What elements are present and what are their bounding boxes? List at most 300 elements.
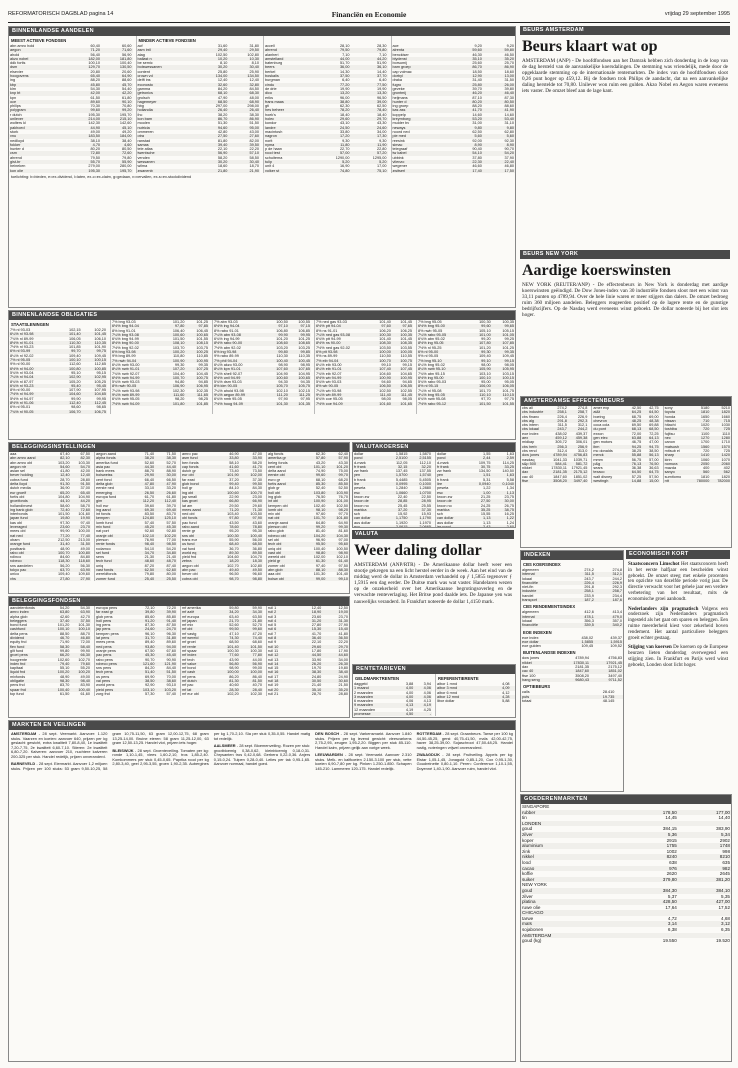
row-value: 84,50 (249, 86, 259, 91)
row-value: 83,90 (80, 683, 90, 688)
row-value: 7,10 (342, 52, 350, 57)
row-value: 94,60 (197, 126, 229, 130)
row-value: 102,00 (240, 473, 263, 477)
row-label: aaa obl (268, 572, 281, 577)
row-value: 16,25 (504, 512, 514, 517)
row-value: 297,00 (215, 104, 228, 109)
row-value: 46,80 (70, 636, 91, 640)
table-row (436, 699, 515, 703)
row-label: toyota (664, 410, 690, 414)
row-value: 56,40 (90, 52, 101, 57)
row-value: 1,63 (506, 452, 514, 456)
row-label: abn amro aand (9, 456, 50, 460)
row-value: 33,80 (216, 456, 239, 460)
row-label: nasdaq (522, 457, 535, 462)
row-value: 67,60 (166, 648, 176, 653)
row-value: 73,50 (252, 469, 262, 474)
row-value: 438,02 (555, 431, 567, 436)
row-label: wereld obl (268, 555, 286, 560)
row-value: 0,1000 (408, 482, 432, 486)
row-value: 137,45 (395, 469, 408, 474)
row-value: 31,40 (472, 78, 482, 83)
row-value: 9,80 (483, 126, 515, 130)
row-value: 5,36 (625, 832, 678, 838)
row-value: 110,15 (492, 393, 515, 397)
row-value: 104,90 (78, 494, 90, 499)
row-value: 102,20 (155, 534, 177, 538)
row-label: maïs (521, 921, 625, 927)
row-label: lokaal (522, 618, 532, 623)
row-value: 54,10 (144, 546, 155, 551)
row-value: 97,40 (80, 520, 90, 525)
row-label: d-mark (437, 460, 449, 465)
row-label: geveke (392, 86, 405, 91)
row-label: ftse (521, 479, 548, 483)
row-label: kroon no (437, 503, 452, 508)
row-value: 129,70 (70, 65, 101, 69)
row-value: 56,75 (631, 457, 642, 462)
row-value: 109,75 (478, 460, 491, 465)
row-value: 31,00 (472, 121, 482, 126)
row-value: 98,40 (70, 679, 91, 683)
row-value: 17,90 (338, 648, 348, 653)
row-value: 106,00 (468, 384, 491, 388)
row-value: 25,90 (249, 69, 259, 74)
row-value: 97,15 (289, 324, 311, 328)
row-label: cacao (521, 866, 625, 872)
row-label: gilt fund (10, 648, 24, 653)
row-value: 83,70 (166, 512, 176, 517)
row-value: 9,20 (506, 44, 514, 48)
row-label: robeco (9, 559, 50, 563)
row-value: 46,80 (504, 164, 514, 169)
row-value: 107,95 (94, 388, 106, 393)
row-label: promesse (353, 712, 397, 716)
row-value: 183,50 (70, 134, 101, 138)
row-label: unilever (9, 117, 70, 121)
row-value: 71,90 (59, 640, 70, 645)
row-label: totaal (522, 698, 532, 703)
row-label: 6¾% nwb 95-08 (418, 397, 446, 402)
kort-item (628, 645, 728, 668)
row-label: oce (9, 100, 70, 104)
row-label: fujitsu (664, 431, 675, 436)
row-value: 32,15 (385, 465, 409, 469)
row-value: 106,05 (69, 336, 81, 341)
row-label: cbs herb (521, 445, 548, 449)
row-label: puts (521, 695, 564, 699)
row-value: 106,25 (400, 328, 412, 333)
row-label: mf spaar (182, 648, 197, 653)
row-value: 2902 (719, 837, 730, 843)
row-value: 258,7 (568, 410, 588, 414)
table-row (9, 692, 91, 696)
row-value: 84,10 (229, 486, 239, 491)
row-value: 57,00 (649, 457, 659, 462)
row-value: 96,50 (376, 95, 387, 100)
row-value: 134,50 (228, 74, 260, 78)
row-label: glob gr (268, 486, 280, 491)
row-value: 37,50 (313, 74, 350, 78)
row-value: 27,50 (197, 134, 229, 138)
row-value: 29,60 (296, 645, 323, 649)
row-value: 274,2 (584, 568, 594, 572)
row-value: 3,88 (405, 682, 414, 686)
row-value: 100,70 (162, 376, 186, 380)
row-label: mf value (181, 662, 216, 666)
row-value: 46,40 (483, 91, 515, 95)
row-value: 3,12 (678, 921, 731, 927)
row-value: 5,37 (667, 893, 677, 899)
table-row (521, 678, 623, 682)
row-value: 413,4 (612, 610, 622, 615)
row-value: 69,00 (649, 414, 659, 419)
row-label: sns obl (181, 534, 216, 538)
markten-item-body: 28 sept. Bloemenveiling. Rozen per stuk: grootbloemig 0,38-0,62, kleinbloemig 0,18-0,31. Chrysanten tros 0,42-0,68. Gerbera 0,22-0,36. Anjers 0,15-0,24. Tulpen 0,28-0,40. Lelies per tak 0,95-1,65. Aanvoer normaal, handel goed. (213, 743, 311, 766)
row-value: 101,50 (240, 645, 263, 649)
row-label: ruil 19 (268, 683, 279, 688)
row-label: suiker (521, 877, 625, 883)
row-label: euro gr (268, 477, 281, 482)
obligaties-table-5 (417, 320, 515, 406)
row-label: kroon zw (354, 494, 370, 499)
row-value: 118,30 (50, 559, 70, 563)
row-value: 46,70 (50, 636, 71, 640)
row-value: 36,80 (252, 546, 262, 551)
row-value: 104,60 (56, 392, 81, 396)
row-label: 7¼% nl 94-04 (9, 375, 56, 379)
row-label: b frank (354, 477, 366, 482)
row-value: 26,40 (197, 108, 229, 112)
markten-item-lead: ZWAAGDIJK (416, 752, 440, 757)
row-value: 44,30 (133, 465, 155, 469)
row-label: nutricia (137, 126, 197, 130)
row-label: beleg fonds (268, 460, 288, 465)
aex-table-2 (592, 406, 659, 483)
row-value: 1851,02 (590, 669, 623, 673)
row-value: 107,45 (392, 367, 413, 371)
row-label: 6¼% nwb 93-00 (112, 362, 140, 367)
row-value: 88,90 (166, 469, 176, 474)
table-row (267, 577, 349, 581)
row-label: holl obl (267, 491, 304, 495)
row-label: mix obl (268, 512, 281, 517)
row-value: 33,10 (144, 486, 155, 491)
row-label: dollar (354, 452, 364, 456)
row-label: mf tech (182, 657, 195, 662)
row-label: 8¼% kpn 91-01 (213, 367, 267, 371)
row-value: 36,10 (350, 65, 387, 69)
row-value: 103,20 (57, 460, 70, 465)
row-value: 95,40 (56, 384, 81, 388)
row-value: 21,90 (228, 169, 260, 173)
row-label: ruil 12 (267, 653, 296, 657)
markten-item-lead: ROTTERDAM (416, 731, 442, 736)
row-label: samas (137, 143, 197, 147)
row-value: 782000 (710, 479, 731, 483)
row-label: sears (593, 466, 603, 471)
row-value: 142,60 (119, 121, 132, 126)
row-value: 101,20 (326, 465, 349, 469)
row-label: lomb fund (96, 520, 113, 525)
row-value: 4,06 (414, 686, 432, 690)
row-value: 44,20 (71, 499, 91, 503)
row-value: 54,20 (166, 546, 176, 551)
row-value: 101,90 (216, 473, 239, 477)
row-value: 68,40 (216, 542, 239, 546)
row-value: 3508,20 (575, 673, 589, 678)
row-label: ecu (353, 525, 385, 528)
row-label: 6¼% nl 93-98 (9, 332, 56, 336)
row-value: 4,06 (405, 699, 414, 704)
row-value: 292,3 (612, 585, 622, 590)
row-label: japan fund (9, 516, 50, 520)
row-value: 88,10 (304, 568, 327, 572)
row-value: 402 (723, 466, 730, 471)
row-label: de drie (265, 86, 277, 91)
row-label: 8% bng 91-01 (112, 328, 136, 333)
row-value: 106,10 (94, 336, 106, 341)
row-value: 1,5700 (385, 473, 409, 477)
row-label: honda (664, 414, 676, 419)
row-label: atag (137, 52, 145, 57)
row-value: 31,10 (504, 121, 514, 126)
row-value: 43,30 (376, 121, 387, 126)
row-value: 72,00 (80, 640, 90, 645)
row-value: 49,00 (80, 674, 90, 679)
obligaties-table-2 (111, 320, 209, 406)
row-value: 102,10 (336, 555, 348, 560)
row-value: 1650 (700, 414, 710, 419)
row-value: 84,20 (217, 86, 228, 91)
row-value: 4,06 (414, 695, 432, 699)
row-value: 68,90 (228, 100, 260, 104)
row-label: sony (664, 406, 673, 410)
row-value: 86,70 (451, 65, 483, 69)
row-value: 63,50 (252, 614, 262, 619)
aandelen-table-2 (137, 44, 261, 173)
kort-item-lead: Nederlanders zijn pragmatisch (628, 606, 699, 612)
row-value: 25,80 (451, 83, 483, 87)
row-value: 34,70 (133, 551, 155, 555)
row-value: 100,40 (267, 359, 289, 363)
row-label: gti (265, 104, 270, 109)
row-label: rubber (521, 810, 625, 816)
row-value: 5,20 (350, 160, 387, 164)
row-value: 96,10 (145, 631, 155, 636)
row-value: 298,00 (247, 104, 259, 109)
row-value: 57,00 (313, 151, 350, 155)
row-value: 5,4505 (419, 477, 431, 482)
row-value: 12,40 (50, 473, 70, 477)
row-label: 7¾% eib 92-07 (316, 371, 342, 376)
row-label: 7½% hoog 94-09 (213, 402, 267, 406)
row-label: alpha glob (10, 614, 28, 619)
row-value: 62,80 (504, 129, 514, 134)
row-value: 62,50 (133, 568, 155, 572)
row-label: ing glob (268, 494, 282, 499)
row-value: 44,00 (313, 57, 350, 61)
row-value: 182,00 (70, 57, 101, 61)
row-label: 9% rabo 89-99 (214, 354, 239, 359)
row-value: 99,60 (70, 108, 101, 112)
valuta-headline: Weer daling dollar (354, 542, 482, 559)
row-label: nec (664, 436, 690, 440)
row-value: 1020 (700, 423, 710, 428)
row-value: 104,90 (276, 371, 288, 376)
row-label: ing bank glob (9, 508, 50, 512)
row-value: 100,35 (392, 333, 413, 337)
row-value: 29,90 (133, 473, 155, 477)
row-value: 54,60 (50, 465, 70, 469)
row-label: 7% nl 95-05 (9, 358, 56, 362)
indexen-section (520, 550, 624, 792)
beleggings-table-2 (95, 452, 177, 581)
row-label: kapitaal (10, 666, 24, 671)
row-value: 100,10 (88, 61, 101, 66)
row-value: 64,50 (625, 470, 642, 474)
row-value: 312,4 (557, 448, 567, 453)
row-value: 19,80 (50, 516, 70, 520)
row-value: 85,30 (304, 482, 327, 486)
row-value: 68,75 (631, 414, 642, 419)
row-value: 226,4 (567, 581, 595, 585)
row-value: 19,90 (376, 86, 387, 91)
fondsen-table-2 (95, 606, 177, 696)
row-value: 71,60 (101, 48, 132, 52)
row-value: 51,90 (376, 61, 387, 66)
row-value: 312,1 (577, 423, 588, 428)
row-value: 24,70 (156, 627, 177, 631)
row-value: 17830,11 (551, 466, 567, 471)
row-label: ing groep (392, 104, 409, 109)
row-value: 28,85 (385, 499, 409, 503)
row-value: 43,50 (229, 520, 239, 525)
row-value: 54,30 (90, 86, 101, 91)
row-value: 31,30 (322, 619, 349, 623)
row-value: 195,70 (101, 169, 132, 173)
row-value: 98,60 (71, 405, 81, 410)
valuta-article (352, 530, 514, 660)
row-value: 56,90 (121, 52, 132, 57)
row-value: 51,50 (249, 121, 259, 126)
row-label: far east (182, 477, 195, 482)
row-value: 0,1040 (491, 482, 515, 486)
row-label: du pont (592, 427, 624, 431)
row-value: 6,38 (667, 927, 677, 933)
row-value: 70,00 (166, 674, 176, 679)
row-value: 76,50 (315, 494, 326, 499)
row-label: accell (265, 44, 275, 48)
row-value: 19,70 (311, 666, 322, 671)
row-label: otra (137, 134, 197, 138)
row-label: delft ins (137, 78, 151, 83)
row-label: canon (664, 440, 676, 445)
row-value: 18,60 (217, 164, 228, 169)
row-label: b frank (437, 477, 449, 482)
row-value: 99,90 (60, 529, 70, 534)
row-value: 134,00 (197, 74, 229, 78)
row-value: 3508,20 (548, 479, 568, 483)
row-label: 7% phil 94-04 (213, 359, 267, 363)
row-value: 1755 (625, 843, 678, 849)
row-value: 400 (702, 466, 710, 471)
row-value: 52,60 (144, 460, 155, 465)
row-value: 106,95 (185, 384, 209, 388)
row-label: 7¼% nwb 93-98 (112, 388, 140, 393)
row-value: 100,50 (276, 320, 288, 324)
row-label: gim (95, 499, 133, 503)
row-value: 53,20 (451, 117, 483, 121)
row-value: 34,00 (338, 657, 348, 662)
row-label: mees obl (10, 529, 26, 534)
table-row (267, 692, 349, 696)
row-value: 14,88 (625, 479, 642, 483)
row-value: 64,90 (338, 520, 348, 525)
row-value: 8,10 (220, 61, 228, 66)
row-value: 99,60 (240, 627, 263, 631)
row-value: 102,70 (227, 563, 239, 568)
row-value: 88,20 (90, 78, 101, 83)
row-value: 17,64 (665, 904, 677, 910)
row-value: 37,90 (504, 155, 514, 160)
row-value: 5,60 (483, 134, 515, 138)
row-value: 60,40 (90, 44, 101, 48)
markten-section (8, 720, 516, 1062)
row-value: 98,90 (326, 551, 349, 555)
row-label: niet-fin (522, 585, 534, 590)
row-label: blydenst (392, 57, 451, 61)
row-value: 98,10 (304, 508, 327, 512)
fondsen-table-4 (267, 606, 349, 696)
row-label: amstelland (264, 57, 313, 61)
row-value: 38,20 (133, 456, 155, 460)
row-value: 55,70 (70, 160, 101, 164)
row-value: 33,80 (339, 129, 350, 134)
row-value: 1,1970 (419, 520, 431, 525)
row-value: 44,00 (252, 657, 262, 662)
row-value: 92,90 (145, 683, 155, 688)
row-value: 234,4 (612, 593, 622, 598)
row-value: 43,00 (249, 129, 259, 134)
row-label: cobra obl (181, 577, 216, 581)
row-value: 64,90 (101, 74, 132, 78)
row-label: eerste ned (96, 486, 114, 491)
row-value: 100,90 (304, 499, 327, 503)
row-label: 6% nl 95-01 (10, 405, 31, 410)
row-value: 38,50 (649, 448, 659, 453)
row-value: 5210 (721, 406, 730, 410)
row-value: 99,70 (326, 473, 349, 477)
kort-item-body: Volgens een onderzoek zijn Nederlanders pragmatisch ingesteld als het gaat om sparen en beleggen. Een ruime meerderheid kiest voor zekerheid boven rendement. Het aantal particuliere beleggers groeit echter gestaag. (628, 606, 728, 641)
row-value: 102,35 (196, 388, 208, 393)
row-value: 2,60 (491, 525, 515, 528)
row-label: 8% nl 95-15 (417, 384, 468, 388)
row-value: 97,60 (315, 512, 326, 517)
row-label: ruil 15 (268, 666, 279, 671)
row-value: 37,30 (252, 477, 262, 482)
row-value: 70,80 (121, 104, 132, 109)
row-label: ruil 3 (268, 614, 277, 619)
table-row (264, 169, 388, 173)
markten-item-body: 28 sept. Groenteveiling. Tomaten per kg: ronde 1,10-1,45, vlees 1,60-2,10, tros 1,85-2,40. Komkommers per stuk 0,45-0,65. Paprika rood per kg 2,80-3,40, geel 2,95-3,55, groen 1,90-2,35. Aubergines per kg 1,70-2,10. Sla per stuk 0,35-0,55. Handel matig tot redelijk. (112, 731, 311, 766)
row-label: ruil 1 (268, 606, 277, 610)
row-label: platina (521, 899, 625, 905)
row-value: 57,10 (228, 151, 260, 155)
row-value: 98,00 (381, 397, 391, 402)
row-label: sens (96, 555, 105, 560)
row-value: 28,30 (376, 44, 387, 48)
